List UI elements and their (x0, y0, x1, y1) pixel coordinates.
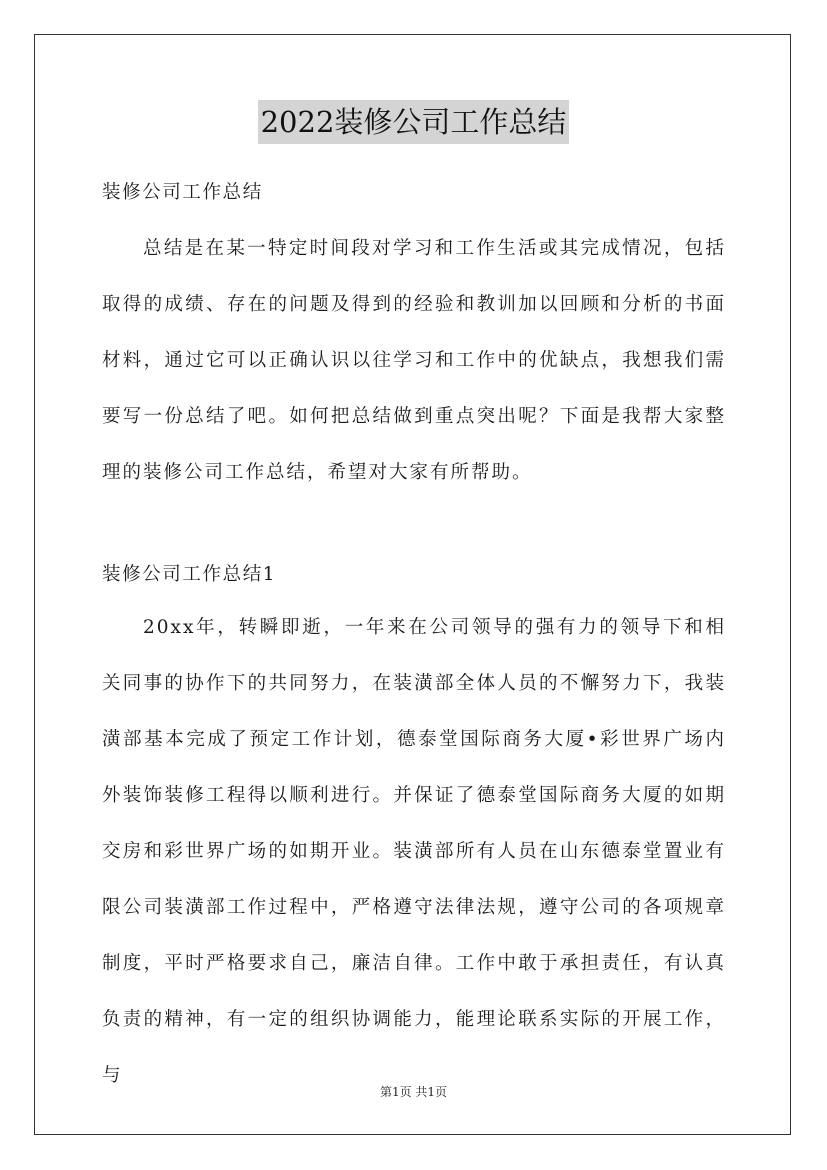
document-title: 2022装修公司工作总结 (258, 100, 570, 144)
intro-paragraph: 总结是在某一特定时间段对学习和工作生活或其完成情况，包括取得的成绩、存在的问题及得到的经验和教训加以回顾和分析的书面材料，通过它可以正确认识以往学习和工作中的优缺点，我想我们需要写一份总结了吧。如何把总结做到重点突出呢？下面是我帮大家整理的装修公司工作总结，希望对大家有所帮助。 (102, 238, 726, 483)
title-container (0, 100, 827, 144)
page-footer: 第1页 共1页 (379, 1085, 448, 1099)
section1-heading: 装修公司工作总结1 (102, 564, 277, 585)
section1-paragraph: 20xx年，转瞬即逝，一年来在公司领导的强有力的领导下和相关同事的协作下的共同努力，在装潢部全体人员的不懈努力下，我装潢部基本完成了预定工作计划，德泰堂国际商务大厦•彩世界广场内外装饰装修工程得以顺利进行。并保证了德泰堂国际商务大厦的如期交房和彩世界广场的如期开业。装潢部所有人员在山东德泰堂置业有限公司装潢部工作过程中，严格遵守法律法规，遵守公司的各项规章制度，平时严格要求自己，廉洁自律。工作中敢于承担责任，有认真负责的精神，有一定的组织协调能力，能理论联系实际的开展工作，与 (102, 617, 726, 1086)
intro-heading: 装修公司工作总结 (102, 182, 263, 203)
